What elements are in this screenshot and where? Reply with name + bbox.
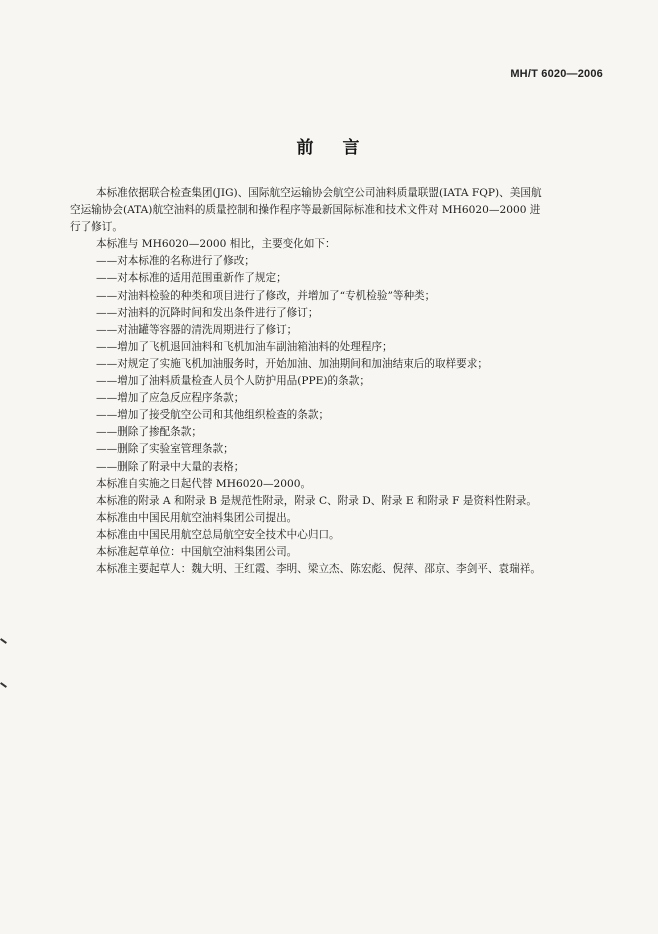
preface-body xyxy=(70,185,566,578)
change-item: ——对油料检验的种类和项目进行了修改，并增加了“专机检验”等种类； xyxy=(96,289,436,302)
intro-line-2: 空运输协会(ATA)航空油料的质量控制和操作程序等最新国际标准和技术文件对 MH6020—2000 进 xyxy=(70,204,541,217)
closing-line-centralized: 本标准由中国民用航空总局航空安全技术中心归口。 xyxy=(96,528,340,541)
change-item: ——增加了油料质量检查人员个人防护用品(PPE)的条款； xyxy=(96,375,370,388)
scan-edge-mark xyxy=(0,638,7,644)
closing-line-drafting-unit: 本标准起草单位：中国航空油料集团公司。 xyxy=(96,545,298,558)
change-item: ——增加了应急反应程序条款； xyxy=(96,392,245,405)
change-item: ——删除了掺配条款； xyxy=(96,426,202,439)
closing-line-replacement: 本标准自实施之日起代替 MH6020—2000。 xyxy=(96,477,312,490)
standard-code: MH/T 6020—2006 xyxy=(510,68,603,80)
closing-line-proposer: 本标准由中国民用航空油料集团公司提出。 xyxy=(96,511,298,524)
change-item: ——对油罐等容器的清洗周期进行了修订； xyxy=(96,323,298,336)
closing-line-annexes: 本标准的附录 A 和附录 B 是规范性附录，附录 C、附录 D、附录 E 和附录 F 是资料性附录。 xyxy=(96,494,537,507)
change-item: ——删除了实验室管理条款； xyxy=(96,443,234,456)
changes-intro: 本标准与 MH6020—2000 相比，主要变化如下： xyxy=(96,238,336,251)
intro-line-1: 本标准依据联合检查集团(JIG)、国际航空运输协会航空公司油料质量联盟(IATA FQP)、美国航 xyxy=(96,187,542,199)
change-item: ——增加了飞机退回油料和飞机加油车副油箱油料的处理程序； xyxy=(96,340,393,353)
change-item: ——对规定了实施飞机加油服务时，开始加油、加油期间和加油结束后的取样要求； xyxy=(96,357,488,370)
scan-edge-mark xyxy=(0,682,7,688)
change-item: ——对油料的沉降时间和发出条件进行了修订； xyxy=(96,306,319,319)
closing-line-drafters: 本标准主要起草人：魏大明、王红霞、李明、梁立杰、陈宏彪、倪萍、邵京、李剑平、袁瑞祥。 xyxy=(96,563,541,576)
intro-line-3: 行了修订。 xyxy=(70,221,123,234)
change-item: ——增加了接受航空公司和其他组织检查的条款； xyxy=(96,409,330,422)
change-item: ——删除了附录中大量的表格； xyxy=(96,460,245,473)
change-item: ——对本标准的名称进行了修改； xyxy=(96,255,255,268)
title-char-1: 前 xyxy=(296,138,316,158)
change-item: ——对本标准的适用范围重新作了规定； xyxy=(96,272,287,285)
page-title xyxy=(0,133,658,158)
title-char-2: 言 xyxy=(342,138,362,158)
